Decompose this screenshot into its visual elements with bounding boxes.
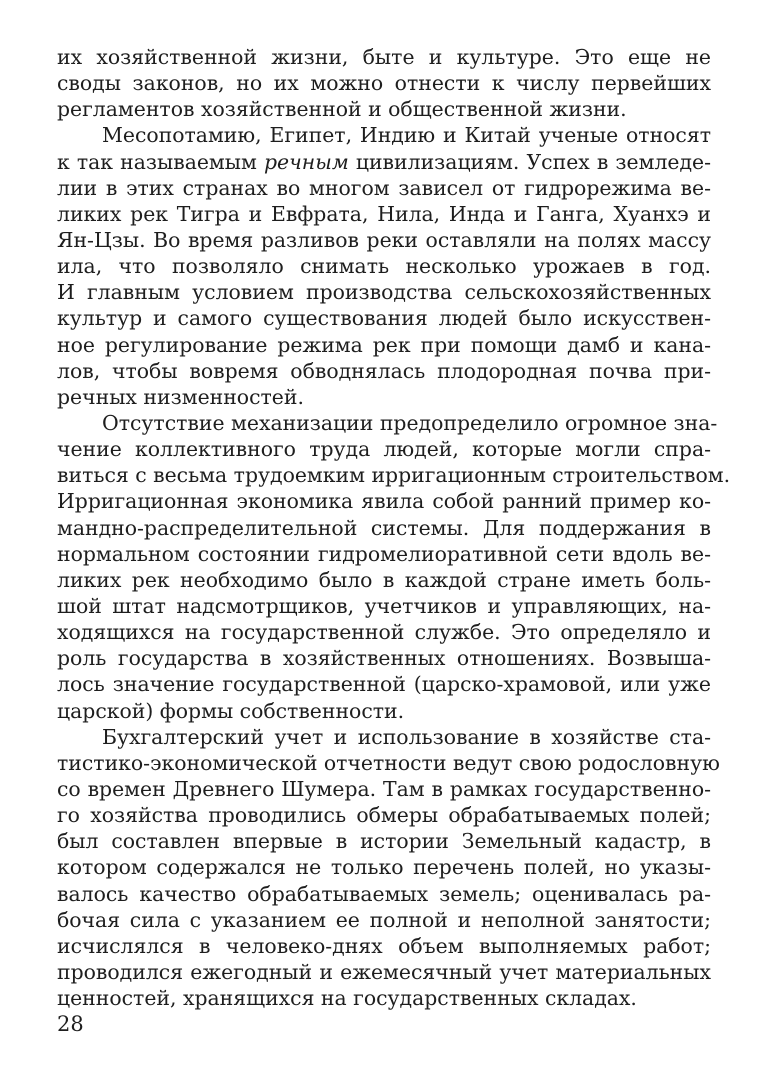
- paragraph-3: [57, 410, 731, 724]
- paragraph-1: [57, 44, 711, 122]
- text-line-with-italic: [57, 149, 711, 175]
- line-suffix: цивилизациям. Успех в земледе-: [355, 149, 712, 174]
- text-line: Отсутствие механизации предопределило огромное зна-: [102, 410, 718, 435]
- text-line: ное регулирование режима рек при помощи дамб и кана-: [57, 332, 711, 357]
- text-line: И главным условием производства сельскохозяйственных: [57, 280, 711, 305]
- text-line: культур и самого существования людей было искусствен-: [57, 306, 711, 331]
- text-line: лии в этих странах во многом зависел от гидрорежима ве-: [57, 175, 711, 200]
- text-line: ходящихся на государственной службе. Это определяло и: [57, 620, 711, 645]
- text-line: был составлен впервые в истории Земельный кадастр, в: [57, 829, 711, 854]
- text-line: нормальном состоянии гидромелиоративной сети вдоль ве-: [57, 541, 711, 566]
- text-line: лось значение государственной (царско-храмовой, или уже: [57, 672, 711, 697]
- text-line: Месопотамию, Египет, Индию и Китай ученые относят: [102, 123, 711, 148]
- text-line: исчислялся в человеко-днях объем выполняемых работ;: [57, 933, 711, 958]
- text-line: Ирригационная экономика явила собой ранний пример ко-: [57, 489, 711, 514]
- text-line: виться с весьма трудоемким ирригационным строительством.: [57, 463, 731, 488]
- book-page-text: [57, 44, 731, 1011]
- text-line: проводился ежегодный и ежемесячный учет материальных: [57, 959, 711, 984]
- line-prefix: к так называемым: [57, 149, 257, 174]
- paragraph-2: [57, 122, 711, 410]
- text-line: регламентов хозяйственной и общественной жизни.: [57, 97, 627, 122]
- text-line: валось качество обрабатываемых земель; оценивалась ра-: [57, 881, 711, 906]
- text-line: роль государства в хозяйственных отношениях. Возвыша-: [57, 646, 711, 671]
- paragraph-4: [57, 724, 720, 1012]
- text-line: шой штат надсмотрщиков, учетчиков и управляющих, на-: [57, 593, 711, 618]
- text-line: ила, что позволяло снимать несколько урожаев в год.: [57, 254, 711, 279]
- text-line: их хозяйственной жизни, быте и культуре. Это еще не: [57, 45, 711, 69]
- text-line: чение коллективного труда людей, которые могли спра-: [57, 437, 711, 462]
- text-line: мандно-распределительной системы. Для поддержания в: [57, 515, 711, 540]
- text-line: царской) формы собственности.: [57, 698, 405, 723]
- text-line: своды законов, но их можно отнести к числу первейших: [57, 71, 711, 96]
- text-line: Ян-Цзы. Во время разливов реки оставляли на полях массу: [57, 227, 711, 252]
- italic-term: речным: [263, 149, 349, 174]
- text-line: речных низменностей.: [57, 384, 304, 409]
- text-line: со времен Древнего Шумера. Там в рамках государственно-: [57, 776, 711, 801]
- text-line: ценностей, хранящихся на государственных складах.: [57, 986, 637, 1011]
- text-line: лов, чтобы вовремя обводнялась плодородная почва при-: [57, 358, 711, 383]
- text-line: Бухгалтерский учет и использование в хозяйстве ста-: [102, 724, 711, 749]
- text-line: тистико-экономической отчетности ведут свою родословную: [57, 750, 720, 775]
- text-line: ликих рек необходимо было в каждой стране иметь боль-: [57, 567, 711, 592]
- page-number: 28: [57, 1012, 84, 1036]
- text-line: котором содержался не только перечень полей, но указы-: [57, 855, 711, 880]
- text-line: ликих рек Тигра и Евфрата, Нила, Инда и Ганга, Хуанхэ и: [57, 201, 711, 226]
- text-line: го хозяйства проводились обмеры обрабатываемых полей;: [57, 803, 711, 828]
- text-line: бочая сила с указанием ее полной и неполной занятости;: [57, 907, 711, 932]
